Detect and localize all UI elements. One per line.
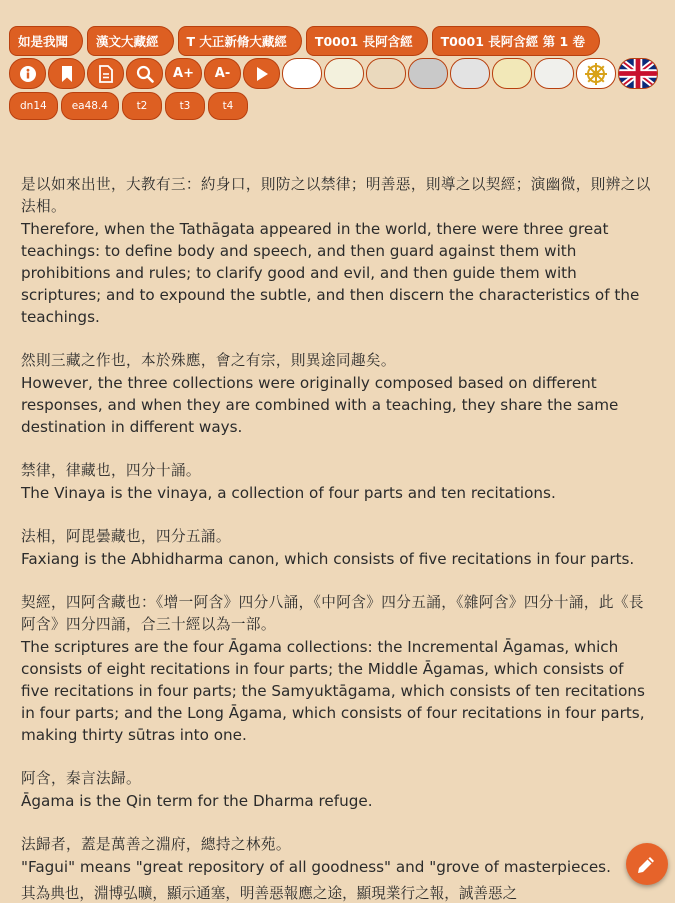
english-translation[interactable]: The Vinaya is the vinaya, a collection of four parts and ten recitations. — [21, 484, 556, 502]
chinese-text[interactable]: 是以如來出世，大教有三：約身口，則防之以禁律；明善惡，則導之以契經；演幽微，則辨之以法相。 — [21, 176, 651, 215]
document-icon — [98, 65, 114, 83]
paragraph — [21, 350, 651, 438]
document-button[interactable] — [87, 58, 124, 89]
english-translation[interactable]: "Fagui" means "great repository of all goodness" and "grove of masterpieces. — [21, 858, 611, 876]
tab-t2[interactable]: t2 — [122, 92, 162, 120]
paragraph — [21, 526, 651, 570]
english-translation[interactable]: Faxiang is the Abhidharma canon, which consists of five recitations in four parts. — [21, 550, 635, 568]
chinese-text[interactable]: 契經，四阿含藏也：《增一阿含》四分八誦，《中阿含》四分五誦，《雜阿含》四分十誦，此《長阿含》四分四誦，合三十經以為一部。 — [21, 594, 644, 633]
font-increase-icon: A+ — [173, 66, 194, 81]
paragraph — [21, 460, 651, 504]
breadcrumb-item-sutra[interactable]: T0001 長阿含經 — [306, 26, 428, 56]
breadcrumb-item-home[interactable]: 如是我聞 — [9, 26, 83, 56]
bookmark-icon — [60, 65, 74, 83]
breadcrumb-item-chinese-canon[interactable]: 漢文大藏經 — [87, 26, 174, 56]
theme-swatch-ivory[interactable] — [324, 58, 364, 89]
pencil-icon — [635, 852, 659, 876]
partial-chinese-text[interactable]: 其為典也，淵博弘曠，顯示通塞，明善惡報應之途，顯現業行之報，誠善惡之 — [21, 885, 518, 902]
annotate-button[interactable] — [626, 843, 668, 885]
paragraph — [21, 768, 651, 812]
chinese-text[interactable]: 然則三藏之作也，本於殊應，會之有宗，則異途同趣矣。 — [21, 352, 396, 369]
theme-swatch-yellow[interactable] — [492, 58, 532, 89]
dharma-wheel-icon — [583, 61, 609, 87]
bookmark-button[interactable] — [48, 58, 85, 89]
english-translation[interactable]: Therefore, when the Tathāgata appeared in the world, there were three great teachings: to define body and speech, and then guard against them with prohibitions and rules; to clarify good and evil, and then guide them with scriptures; and to expound the subtle, and then discern the characteristics of the teachings. — [21, 220, 640, 326]
info-icon — [19, 65, 37, 83]
font-increase-button[interactable] — [165, 58, 202, 89]
play-button[interactable] — [243, 58, 280, 89]
font-decrease-icon: A- — [214, 66, 231, 81]
theme-swatch-light-gray[interactable] — [450, 58, 490, 89]
dharma-wheel-button[interactable] — [576, 58, 616, 89]
english-translation[interactable]: Āgama is the Qin term for the Dharma refuge. — [21, 792, 373, 810]
breadcrumb-item-taisho[interactable]: T 大正新脩大藏經 — [178, 26, 302, 56]
chinese-text[interactable]: 禁律，律藏也，四分十誦。 — [21, 462, 201, 479]
tab-t3[interactable]: t3 — [165, 92, 205, 120]
chinese-text[interactable]: 阿含，秦言法歸。 — [21, 770, 141, 787]
search-button[interactable] — [126, 58, 163, 89]
paragraph — [21, 592, 651, 746]
tool-row — [9, 57, 658, 90]
info-button[interactable] — [9, 58, 46, 89]
theme-swatch-gray[interactable] — [408, 58, 448, 89]
english-translation[interactable]: The scriptures are the four Āgama collections: the Incremental Āgamas, which consists of eight recitations in four parts; the Middle Āgamas, which consists of five recitations in four parts; the Samyuktāgama, which consists of ten recitations in four parts; and the Long Āgama, which consists of four recitations in four parts, making thirty sūtras into one. — [21, 638, 645, 744]
breadcrumb-item-fascicle[interactable]: T0001 長阿含經 第 1 卷 — [432, 26, 600, 56]
chinese-text[interactable]: 法歸者，蓋是萬善之淵府，總持之林苑。 — [21, 836, 291, 853]
tab-t4[interactable]: t4 — [208, 92, 248, 120]
paragraph — [21, 174, 651, 328]
search-icon — [136, 65, 154, 83]
breadcrumb — [9, 26, 600, 56]
paragraph — [21, 834, 651, 878]
theme-swatch-white[interactable] — [282, 58, 322, 89]
reading-pane[interactable] — [21, 174, 651, 900]
uk-flag-icon — [619, 58, 657, 89]
tab-dn14[interactable]: dn14 — [9, 92, 58, 120]
chinese-text[interactable]: 法相，阿毘曇藏也，四分五誦。 — [21, 528, 231, 545]
font-decrease-button[interactable] — [204, 58, 241, 89]
tab-ea48-4[interactable]: ea48.4 — [61, 92, 119, 120]
parallel-text-tabs — [9, 92, 248, 120]
theme-swatch-tan[interactable] — [366, 58, 406, 89]
language-button[interactable] — [618, 58, 658, 89]
theme-swatch-off-white[interactable] — [534, 58, 574, 89]
play-icon — [255, 66, 269, 82]
english-translation[interactable]: However, the three collections were originally composed based on different responses, and when they are combined with a teaching, they share the same destination in different ways. — [21, 374, 619, 436]
